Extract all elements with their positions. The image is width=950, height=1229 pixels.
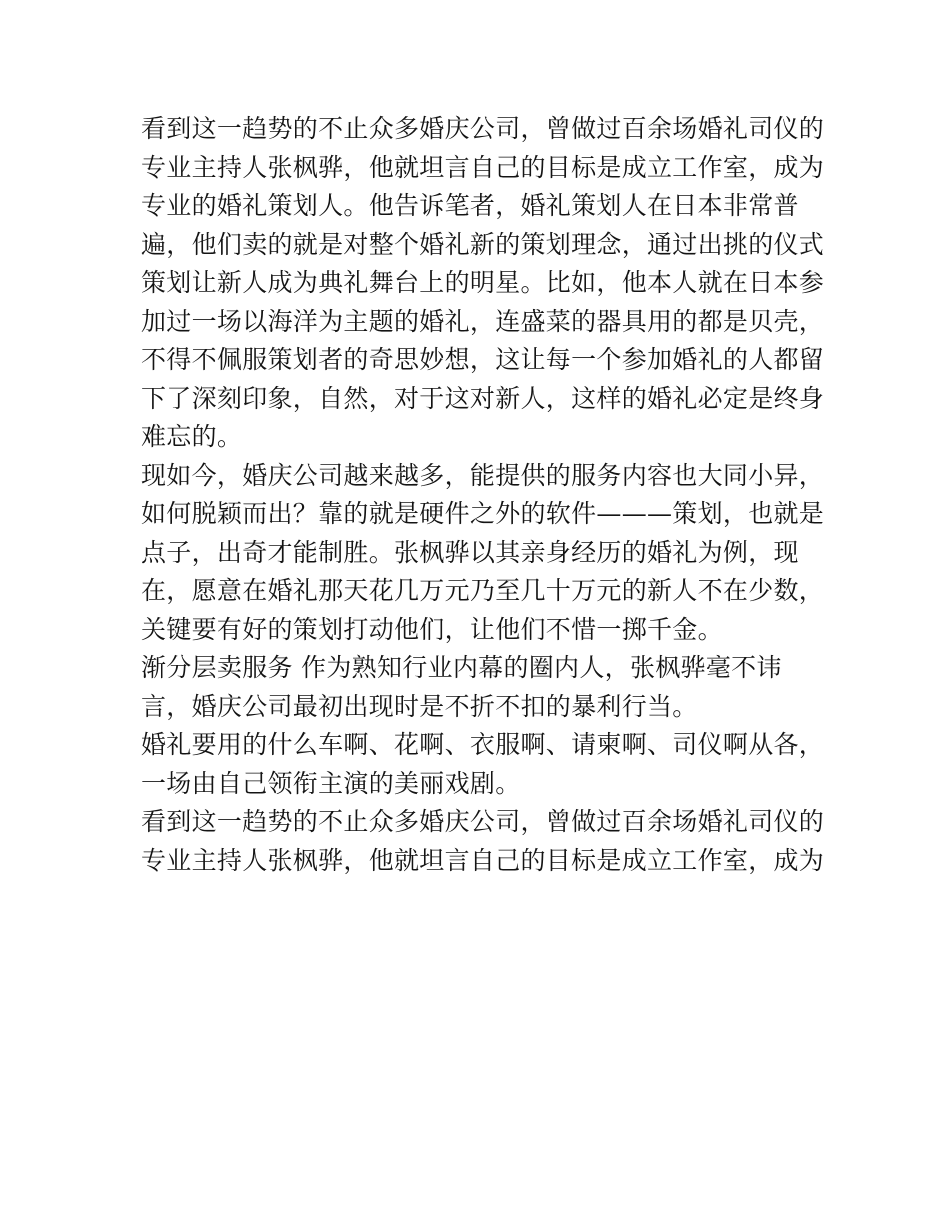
text-line: 策划让新人成为典礼舞台上的明星。比如，他本人就在日本参 [141,268,825,297]
text-line: 在，愿意在婚礼那天花几万元乃至几十万元的新人不在少数， [141,576,825,605]
text-line: 遍，他们卖的就是对整个婚礼新的策划理念，通过出挑的仪式 [141,229,825,259]
text-line: 点子，出奇才能制胜。张枫骅以其亲身经历的婚礼为例，现 [141,537,799,567]
text-line: 现如今，婚庆公司越来越多，能提供的服务内容也大同小异， [141,460,825,490]
text-line: 婚礼要用的什么车啊、花啊、衣服啊、请柬啊、司仪啊从各， [141,730,825,759]
text-line: 一场由自己领衔主演的美丽戏剧。 [141,768,521,798]
text-line: 看到这一趋势的不止众多婚庆公司，曾做过百余场婚礼司仪的 [141,114,825,143]
text-line: 专业主持人张枫骅，他就坦言自己的目标是成立工作室，成为 [141,152,825,182]
text-line: 关键要有好的策划打动他们，让他们不惜一掷千金。 [141,614,723,644]
text-line: 难忘的。 [141,422,243,451]
document-body [141,110,825,880]
text-line: 不得不佩服策划者的奇思妙想，这让每一个参加婚礼的人都留 [141,345,825,374]
text-line: 言，婚庆公司最初出现时是不折不扣的暴利行当。 [141,691,698,721]
text-line: 如何脱颖而出？靠的就是硬件之外的软件———策划，也就是 [141,499,825,528]
text-line: 专业主持人张枫骅，他就坦言自己的目标是成立工作室，成为 [141,845,825,875]
text-line: 加过一场以海洋为主题的婚礼，连盛菜的器具用的都是贝壳， [141,306,825,336]
text-line: 渐分层卖服务 作为熟知行业内幕的圈内人，张枫骅毫不讳 [141,653,782,682]
text-line: 下了深刻印象，自然，对于这对新人，这样的婚礼必定是终身 [141,383,825,413]
text-line: 专业的婚礼策划人。他告诉笔者，婚礼策划人在日本非常普 [141,191,799,220]
text-line: 看到这一趋势的不止众多婚庆公司，曾做过百余场婚礼司仪的 [141,807,825,836]
